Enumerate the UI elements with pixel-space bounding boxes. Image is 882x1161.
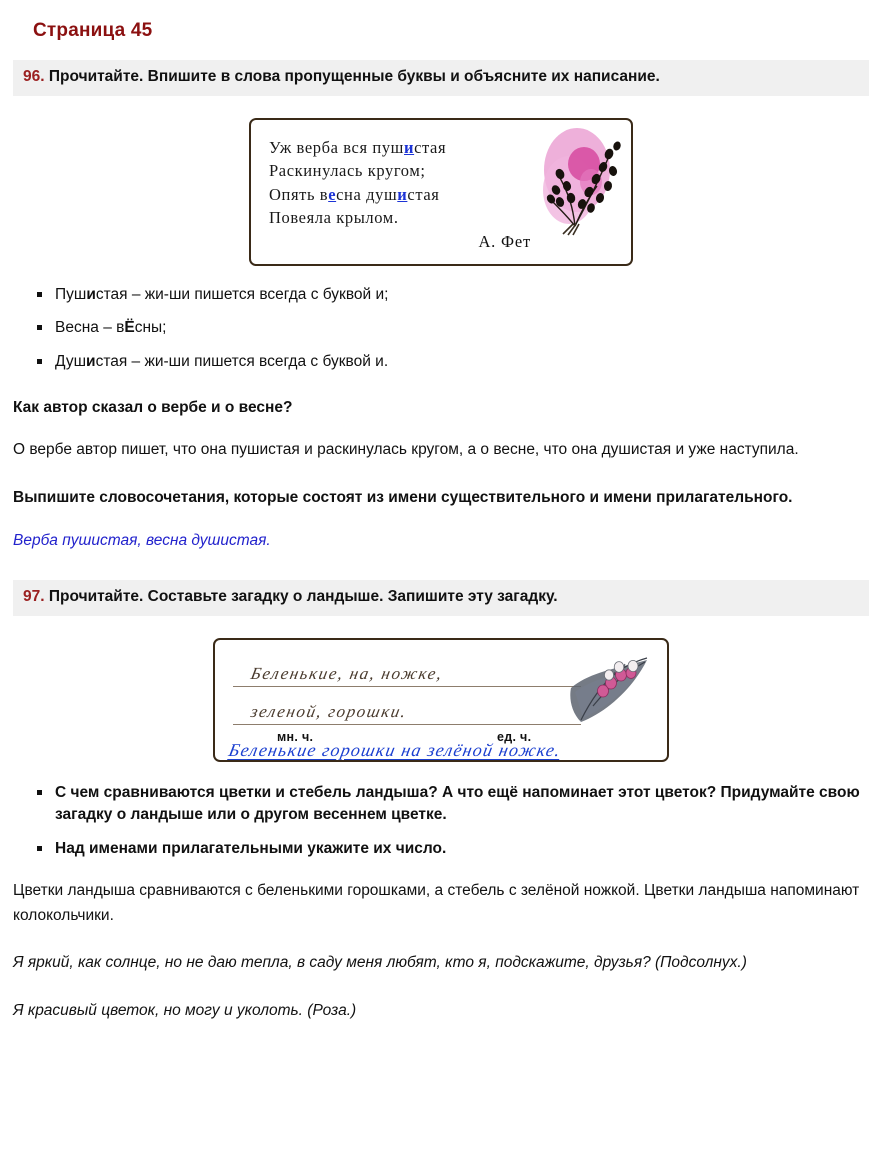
poem-line-3	[269, 183, 617, 206]
handwriting-line-2: зеленой, горошки.	[249, 701, 409, 721]
exercise-96-number: 96.	[23, 68, 45, 85]
question-1: Как автор сказал о вербе и о весне?	[13, 399, 293, 417]
explanation-prefix: Душ	[55, 352, 87, 370]
inserted-letter-2: е	[328, 184, 337, 204]
list-item: Над именами прилагательными укажите их число.	[35, 838, 869, 860]
answer-2: Верба пушистая, весна душистая.	[13, 532, 271, 550]
answer-1: О вербе автор пишет, что она пушистая и раскинулась кругом, а о весне, что она душистая и уже наступила.	[13, 441, 799, 459]
explanation-highlight: и	[86, 352, 96, 370]
explanation-suffix: стая – жи-ши пишется всегда с буквой и.	[95, 352, 389, 370]
inserted-letter-1: и	[404, 137, 415, 157]
number-mark-singular: ед. ч.	[497, 729, 532, 744]
riddle-1: Я яркий, как солнце, но не даю тепла, в саду меня любят, кто я, подскажите, друзья? (Подсолнух.)	[13, 954, 747, 972]
exercise-97-number: 97.	[23, 587, 45, 605]
exercise-96-heading	[13, 60, 869, 96]
poem-text	[269, 136, 617, 230]
poem-line-2: Раскинулась кругом;	[269, 161, 426, 181]
lily-of-the-valley-illustration	[563, 642, 659, 734]
ruled-line-2	[233, 724, 581, 725]
exercise-97-answer: Цветки ландыша сравниваются с беленькими горошками, а стебель с зелёной ножкой. Цветки ландыша напоминают колокольчики.	[13, 882, 860, 925]
poem-line-4: Повеяла крылом.	[269, 208, 399, 228]
inserted-letter-3: и	[397, 184, 408, 204]
poem-line-1-part-b: стая	[414, 137, 447, 157]
list-item	[35, 351, 869, 373]
question-2: Выпишите словосочетания, которые состоят из имени существительного и имени прилагательного.	[13, 488, 793, 506]
explanation-suffix: сны;	[134, 319, 167, 337]
exercise-96-instruction: Прочитайте. Впишите в слова пропущенные буквы и объясните их написание.	[48, 68, 660, 85]
explanation-suffix: стая – жи-ши пишется всегда с буквой и;	[95, 285, 389, 303]
explanation-prefix: Пуш	[55, 285, 87, 303]
page-container	[0, 20, 882, 1161]
explanation-prefix: Весна – в	[55, 319, 125, 337]
poem-author: А. Фет	[478, 231, 531, 251]
explanation-list	[13, 284, 869, 373]
handwriting-frame	[213, 638, 669, 762]
list-item: С чем сравниваются цветки и стебель ландыша? А что ещё напоминает этот цветок? Придумайте свою загадку о ландыше или о другом весеннем цветке.	[35, 782, 869, 827]
task-list	[13, 782, 869, 860]
poem-line-3-part-b: сна душ	[336, 184, 398, 204]
exercise-97-heading	[13, 580, 869, 616]
exercise-97-instruction: Прочитайте. Составьте загадку о ландыше. Запишите эту загадку.	[48, 587, 558, 605]
page-title: Страница 45	[33, 20, 153, 41]
poem-line-3-part-a: Опять в	[269, 184, 329, 204]
handwriting-line-1: Беленькие, на, ножке,	[249, 663, 445, 683]
explanation-highlight: Ё	[124, 319, 135, 337]
poem-line-1	[269, 136, 617, 159]
handwriting-answer-line: Беленькие горошки на зелёной ножке.	[227, 739, 563, 760]
number-mark-plural: мн. ч.	[277, 729, 314, 744]
list-item	[35, 284, 869, 306]
ruled-line-1	[233, 686, 581, 687]
poem-line-1-part-a: Уж верба вся пуш	[269, 137, 404, 157]
list-item	[35, 317, 869, 339]
riddle-2: Я красивый цветок, но могу и уколоть. (Роза.)	[13, 1001, 357, 1019]
explanation-highlight: и	[86, 285, 96, 303]
poem-frame	[249, 118, 633, 266]
poem-line-3-part-c: стая	[407, 184, 440, 204]
